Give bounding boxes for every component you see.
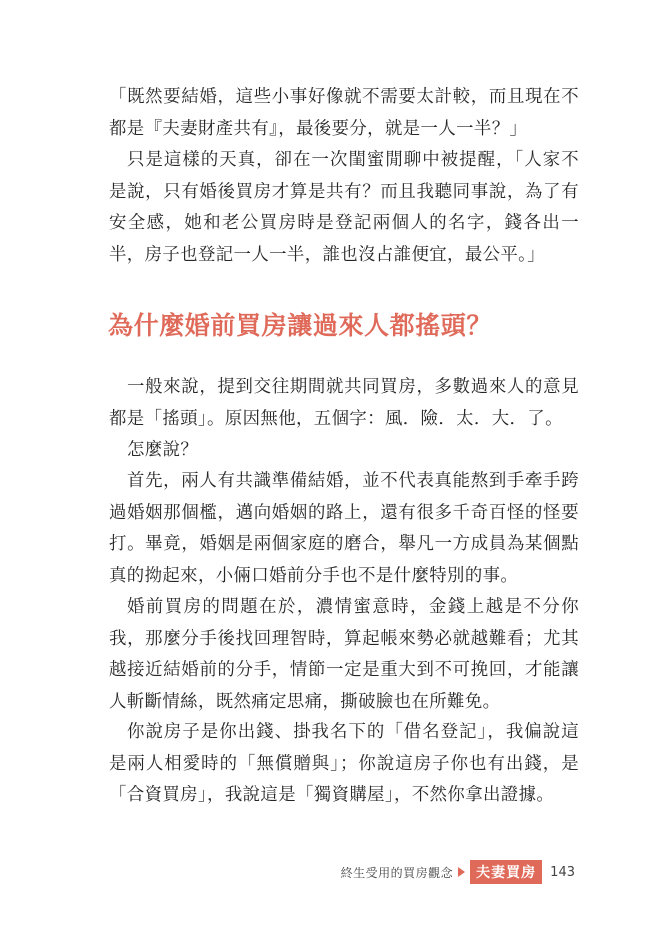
paragraph-intro: 一般來說，提到交往期間就共同買房，多數過來人的意見都是「搖頭」。原因無他，五個字：風．險．太．大．了。 bbox=[109, 377, 579, 429]
footer-book-title: 終生受用的買房觀念 bbox=[340, 865, 454, 880]
paragraph-first: 首先，兩人有共識準備結婚，並不代表真能熬到手牽手跨過婚姻那個檻，邁向婚姻的路上，還有很多千奇百怪的怪要打。畢竟，婚姻是兩個家庭的磨合，舉凡一方成員為某個點真的拗起來，小倆口婚前分手也不是什麼特別的事。 bbox=[109, 471, 579, 586]
page-number: 143 bbox=[550, 864, 575, 880]
paragraph-quote: 「既然要結婚，這些小事好像就不需要太計較，而且現在不都是『夫妻財產共有』，最後要分，就是一人一半？」 bbox=[109, 87, 579, 139]
section-heading: 為什麼婚前買房讓過來人都搖頭？ bbox=[108, 311, 493, 340]
paragraph-question: 怎麼說？ bbox=[127, 440, 199, 460]
page-footer bbox=[330, 860, 575, 884]
paragraph-problem: 婚前買房的問題在於，濃情蜜意時，金錢上越是不分你我，那麼分手後找回理智時，算起帳來勢必就越難看；尤其越接近結婚前的分手，情節一定是重大到不可挽回，才能讓人斬斷情絲，既然痛定思痛，撕破臉也在所難免。 bbox=[109, 597, 579, 712]
paragraph-dispute: 你說房子是你出錢、掛我名下的「借名登記」，我偏說這是兩人相愛時的「無償贈與」；你說這房子你也有出錢，是「合資買房」，我說這是「獨資購屋」，不然你拿出證據。 bbox=[109, 722, 579, 805]
footer-chapter-badge: 夫妻買房 bbox=[470, 860, 542, 884]
paragraph-reminder: 只是這樣的天真，卻在一次閨蜜閒聊中被提醒，「人家不是說，只有婚後買房才算是共有？而且我聽同事說，為了有安全感，她和老公買房時是登記兩個人的名字，錢各出一半，房子也登記一人一半，誰也沒占誰便宜，最公平。」 bbox=[109, 150, 579, 265]
triangle-arrow-icon bbox=[458, 867, 465, 877]
